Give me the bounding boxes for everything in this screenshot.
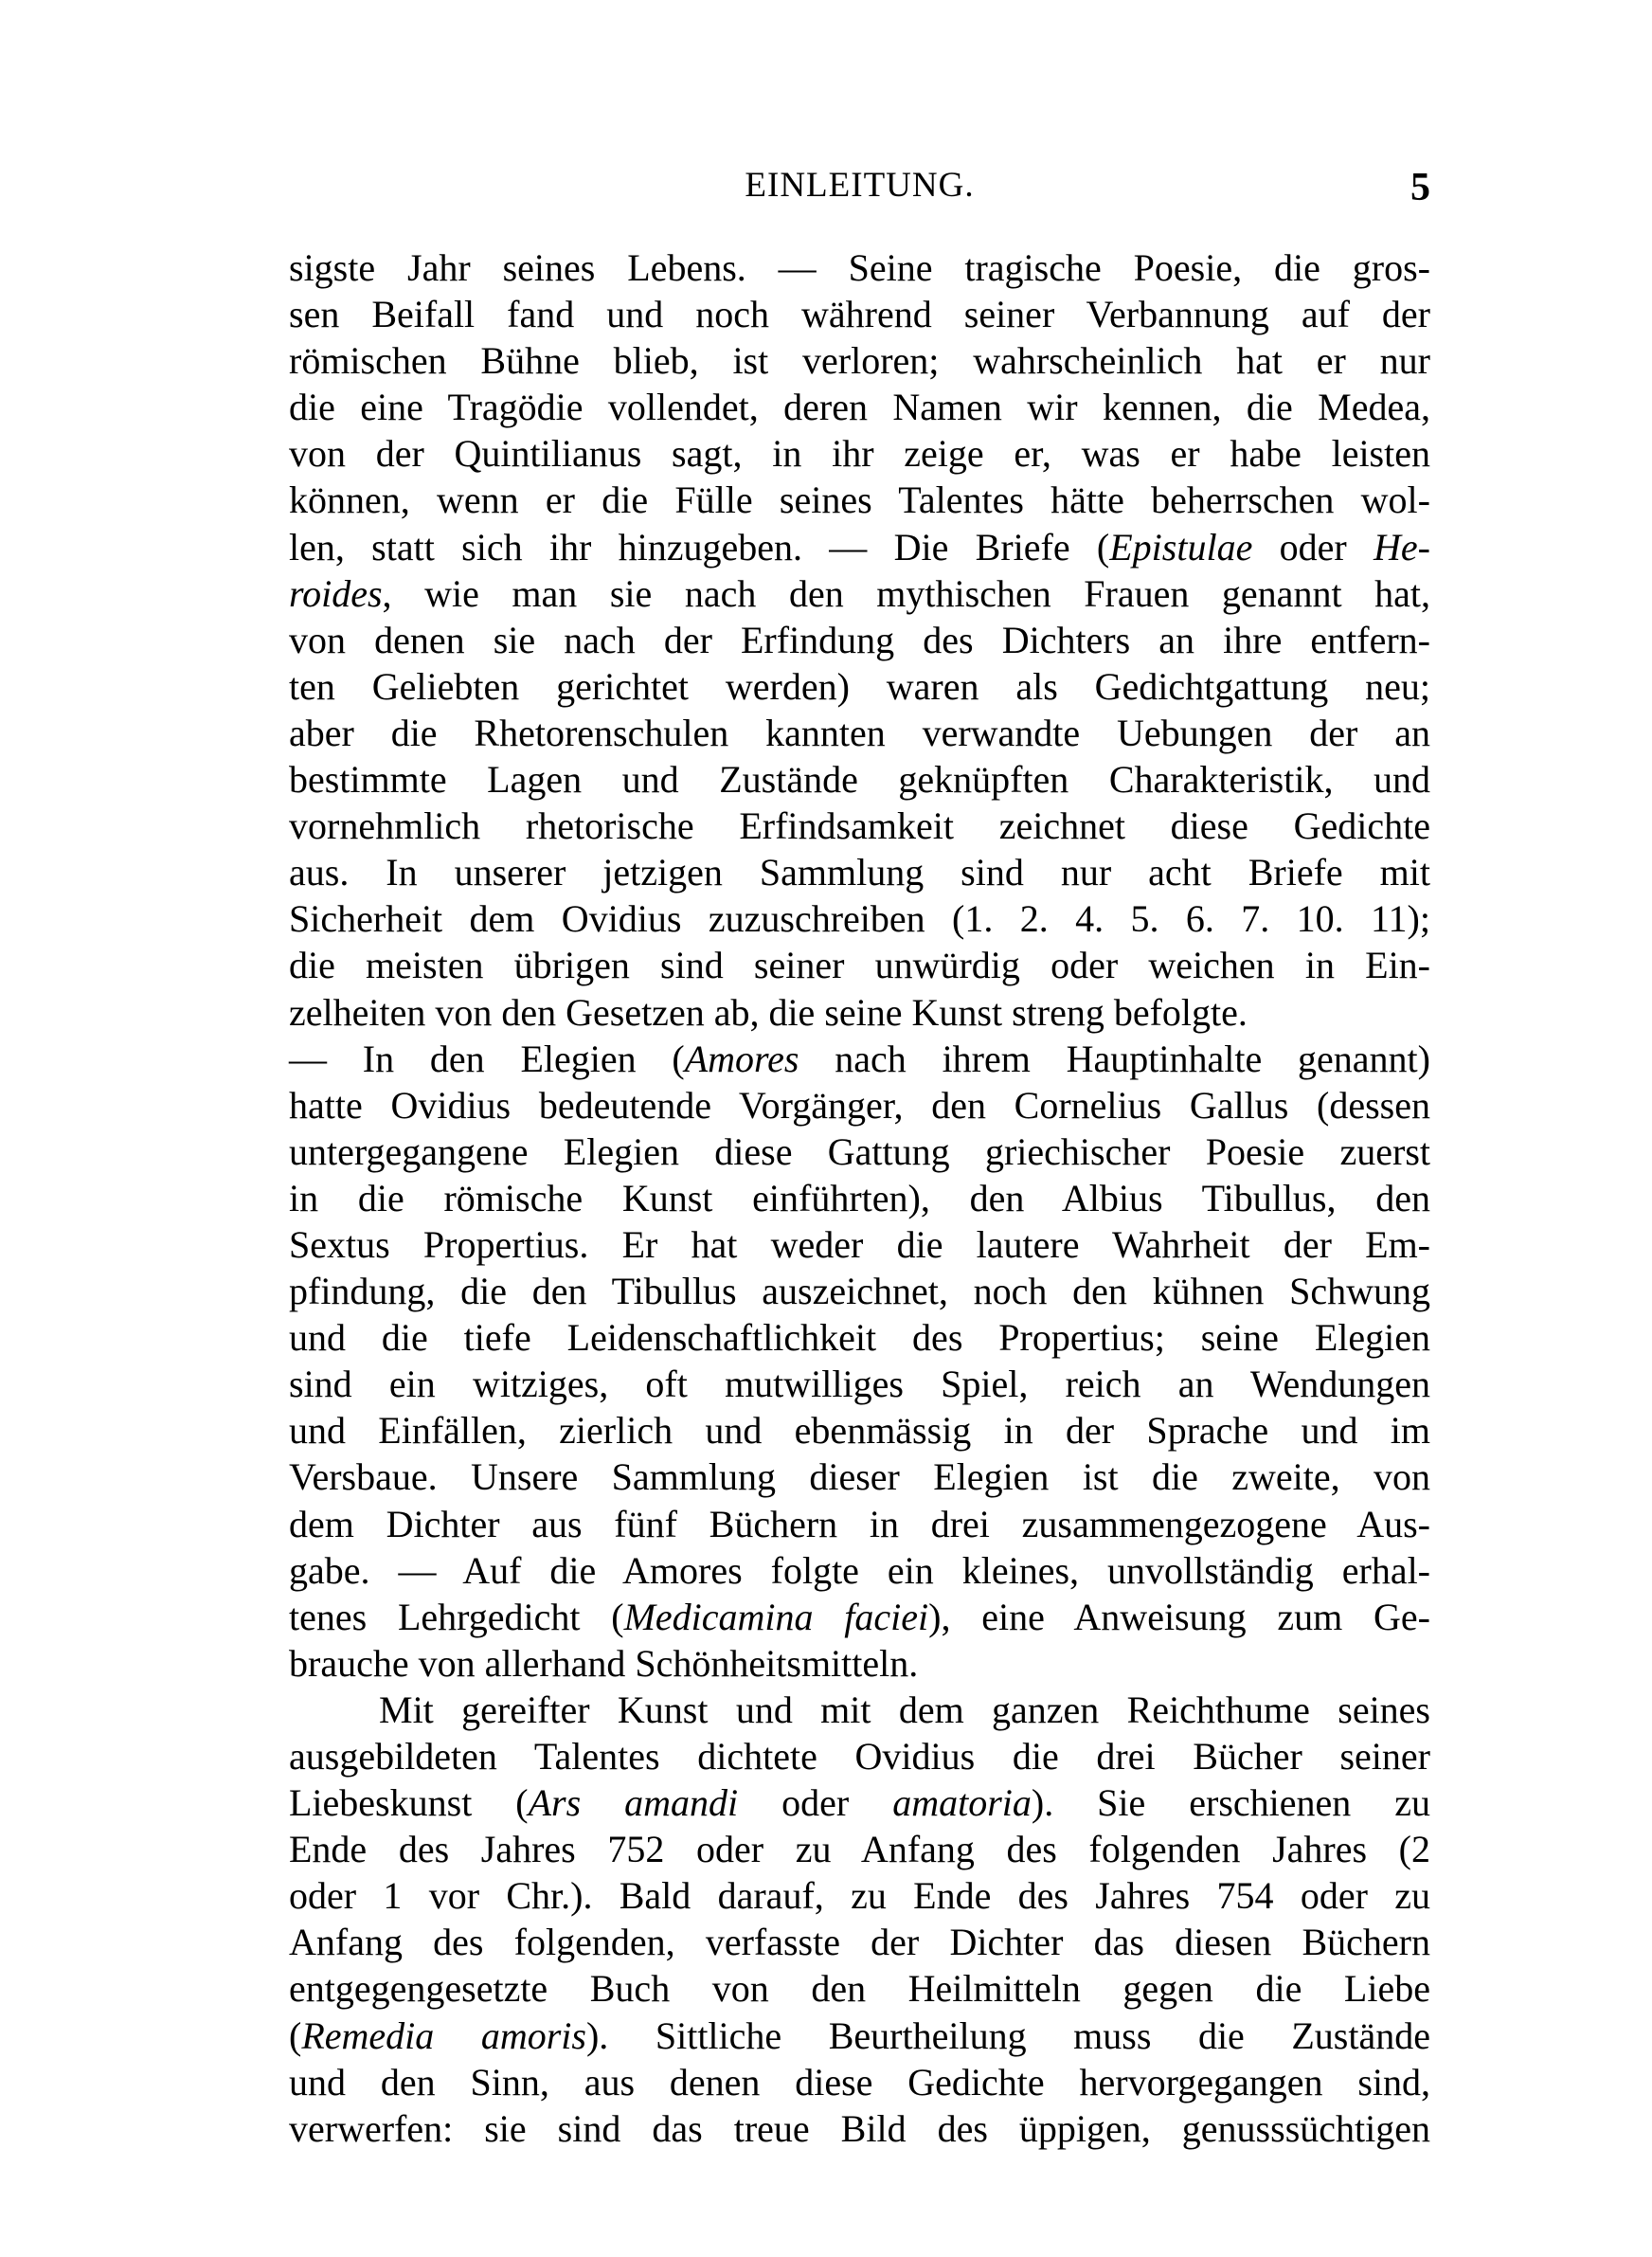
text-line <box>289 663 1430 710</box>
text-run: tenes Lehrgedicht ( <box>289 1595 624 1638</box>
text-line <box>289 1640 1430 1687</box>
running-head <box>289 165 1430 222</box>
text-run: römischen Bühne blieb, ist verloren; wahrscheinlich hat er nur <box>289 339 1430 383</box>
text-line <box>289 849 1430 895</box>
text-run: entgegengesetzte Buch von den Heilmitteln gegen die Liebe <box>289 1967 1430 2011</box>
italic-title: Amores <box>684 1037 799 1080</box>
text-line <box>289 1501 1430 1547</box>
text-run: , wie man sie nach den mythischen Frauen genannt hat, <box>382 571 1430 615</box>
text-run: von denen sie nach der Erfindung des Dichters an ihre entfern- <box>289 618 1430 661</box>
text-run: vornehmlich rhetorische Erfindsamkeit zeichnet diese Gedichte <box>289 804 1430 848</box>
text-run: und den Sinn, aus denen diese Gedichte hervorgegangen sind, <box>289 2060 1430 2104</box>
text-line <box>289 756 1430 803</box>
text-run: ). Sittliche Beurtheilung muss die Zustände <box>585 2013 1430 2057</box>
text-line <box>289 2059 1430 2105</box>
text-line <box>289 430 1430 477</box>
running-title: EINLEITUNG. <box>745 166 975 205</box>
page-number: 5 <box>1410 166 1430 209</box>
text-run: sigste Jahr seines Lebens. — Seine tragische Poesie, die gros- <box>289 246 1430 289</box>
text-line <box>289 1779 1430 1826</box>
text-run: oder 1 vor Chr.). Bald darauf, zu Ende des Jahres 754 oder zu <box>289 1874 1430 1918</box>
text-line <box>289 617 1430 663</box>
text-line <box>289 1594 1430 1640</box>
text-run: len, statt sich ihr hinzugeben. — Die Briefe ( <box>289 525 1110 569</box>
text-run: ausgebildeten Talentes dichtete Ovidius die drei Bücher seiner <box>289 1735 1430 1778</box>
italic-title: He- <box>1374 525 1430 569</box>
text-run: von der Quintilianus sagt, in ihr zeige er, was er habe leisten <box>289 432 1430 476</box>
text-line <box>289 1268 1430 1314</box>
text-run: ( <box>289 2013 302 2057</box>
text-run: können, wenn er die Fülle seines Talentes hätte beherrschen wol- <box>289 478 1430 522</box>
text-run: hatte Ovidius bedeutende Vorgänger, den Cornelius Gallus (dessen <box>289 1083 1430 1127</box>
italic-title: Remedia amoris <box>301 2013 586 2057</box>
text-run: untergegangene Elegien diese Gattung griechischer Poesie zuerst <box>289 1129 1430 1173</box>
text-run: ). Sie erschienen zu <box>1031 1781 1431 1825</box>
text-line <box>289 942 1430 988</box>
text-run: die meisten übrigen sind seiner unwürdig oder weichen in Ein- <box>289 944 1430 987</box>
body-text <box>289 244 1430 2152</box>
text-run: die eine Tragödie vollendet, deren Namen wir kennen, die Medea, <box>289 386 1430 429</box>
text-run: oder <box>738 1781 893 1825</box>
text-run: und die tiefe Leidenschaftlichkeit des Propertius; seine Elegien <box>289 1316 1430 1360</box>
text-line <box>289 2013 1430 2059</box>
text-line <box>289 710 1430 756</box>
text-line <box>289 2105 1430 2152</box>
text-line <box>289 570 1430 617</box>
text-run: dem Dichter aus fünf Büchern in drei zusammengezogene Aus- <box>289 1502 1430 1545</box>
text-run: aus. In unserer jetzigen Sammlung sind nur acht Briefe mit <box>289 851 1430 894</box>
text-line <box>289 1454 1430 1500</box>
text-run: Mit gereifter Kunst und mit dem ganzen Reichthume seines <box>379 1688 1430 1731</box>
text-run: Sicherheit dem Ovidius zuzuschreiben (1. 2. 4. 5. 6. 7. 10. 11); <box>289 897 1430 941</box>
text-line <box>289 1547 1430 1594</box>
text-run: bestimmte Lagen und Zustände geknüpften Charakteristik, und <box>289 758 1430 802</box>
text-line <box>289 244 1430 291</box>
text-run: Ende des Jahres 752 oder zu Anfang des folgenden Jahres (2 <box>289 1828 1430 1871</box>
text-run: brauche von allerhand Schönheitsmitteln. <box>289 1641 919 1685</box>
text-line <box>289 1128 1430 1175</box>
text-run: zelheiten von den Gesetzen ab, die seine Kunst streng befolgte. <box>289 990 1248 1034</box>
text-run: und Einfällen, zierlich und ebenmässig in der Sprache und im <box>289 1409 1430 1453</box>
text-line <box>289 291 1430 337</box>
text-run: ), eine Anweisung zum Ge- <box>928 1595 1430 1638</box>
text-line <box>289 1361 1430 1407</box>
text-run: oder <box>1252 525 1374 569</box>
text-line <box>289 524 1430 570</box>
text-line <box>289 384 1430 430</box>
text-run: Anfang des folgenden, verfasste der Dichter das diesen Büchern <box>289 1921 1430 1964</box>
italic-title: amatoria <box>892 1781 1032 1825</box>
text-line <box>289 1175 1430 1221</box>
text-line <box>289 803 1430 849</box>
text-line <box>289 1919 1430 1965</box>
text-run: Liebeskunst ( <box>289 1781 529 1825</box>
text-run: nach ihrem Hauptinhalte genannt) <box>799 1037 1430 1080</box>
text-line <box>289 1733 1430 1779</box>
text-run: sind ein witziges, oft mutwilliges Spiel, reich an Wendungen <box>289 1363 1430 1406</box>
text-line <box>289 337 1430 384</box>
text-line <box>289 1872 1430 1919</box>
text-run: aber die Rhetorenschulen kannten verwandte Uebungen der an <box>289 711 1430 754</box>
text-run: Sextus Propertius. Er hat weder die lautere Wahrheit der Em- <box>289 1222 1430 1266</box>
text-run: sen Beifall fand und noch während seiner Verbannung auf der <box>289 293 1430 336</box>
italic-title: roides <box>289 571 383 615</box>
text-line <box>289 1314 1430 1361</box>
italic-title: Epistulae <box>1109 525 1253 569</box>
text-line <box>289 1036 1430 1082</box>
italic-title: Ars amandi <box>528 1781 739 1825</box>
text-run: pfindung, die den Tibullus auszeichnet, noch den kühnen Schwung <box>289 1270 1430 1313</box>
text-run: gabe. — Auf die Amores folgte ein kleines, unvollständig erhal- <box>289 1548 1430 1592</box>
text-run: in die römische Kunst einführten), den Albius Tibullus, den <box>289 1176 1430 1219</box>
text-line <box>289 1687 1430 1733</box>
text-run: ten Geliebten gerichtet werden) waren als Gedichtgattung neu; <box>289 664 1430 708</box>
text-run: — In den Elegien ( <box>289 1037 685 1080</box>
text-line <box>289 895 1430 942</box>
text-line <box>289 1965 1430 2012</box>
text-line <box>289 1082 1430 1128</box>
text-line <box>289 989 1430 1036</box>
text-run: Versbaue. Unsere Sammlung dieser Elegien ist die zweite, von <box>289 1455 1430 1499</box>
text-line <box>289 477 1430 523</box>
text-run: verwerfen: sie sind das treue Bild des üppigen, genusssüchtigen <box>289 2106 1430 2150</box>
italic-title: Medicamina faciei <box>623 1595 929 1638</box>
text-line <box>289 1221 1430 1268</box>
text-line <box>289 1407 1430 1454</box>
text-line <box>289 1826 1430 1872</box>
